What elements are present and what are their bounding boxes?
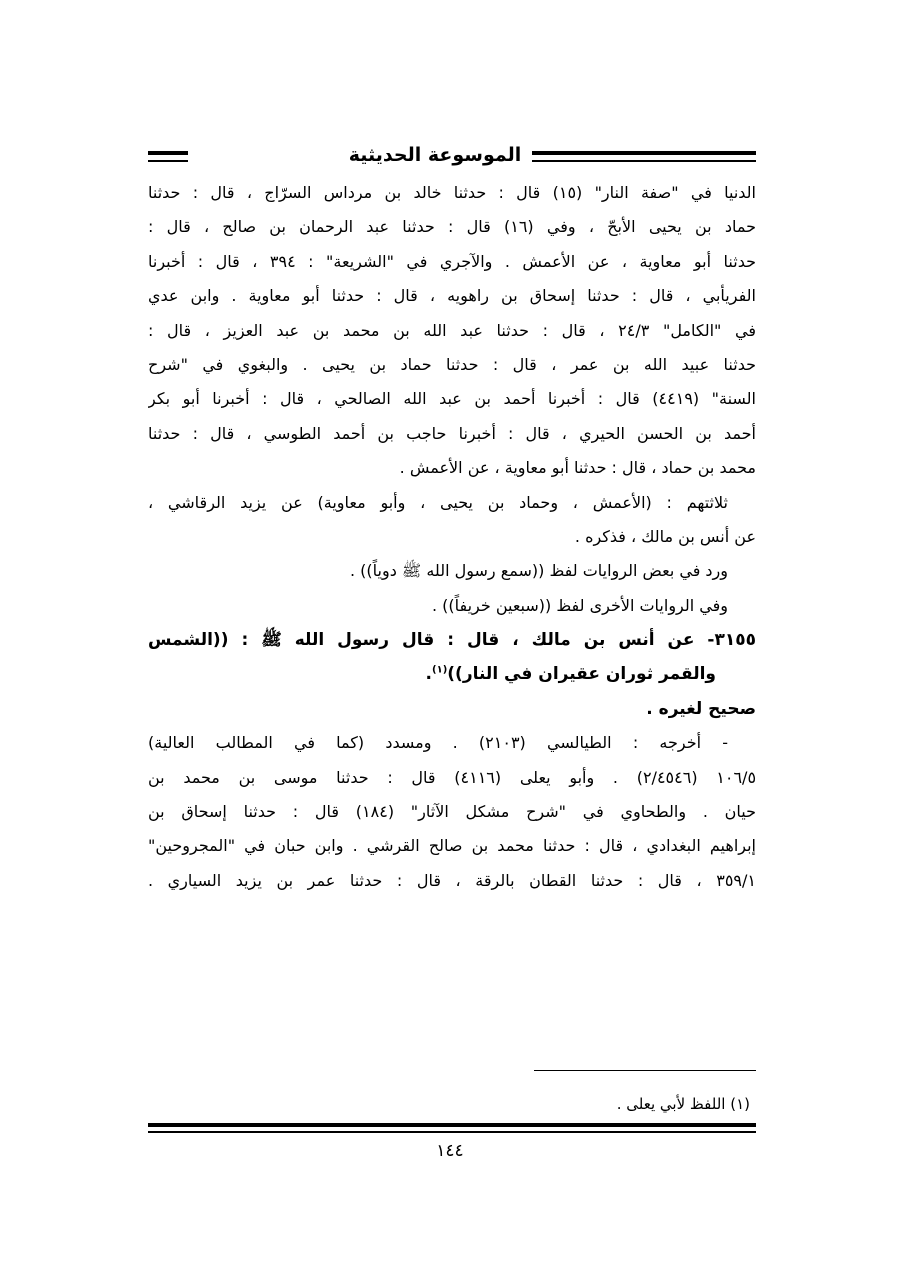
text-line: حماد بن يحيى الأبحّ ، وفي (١٦) قال : حدثنا عبد الرحمان بن صالح ، قال : <box>148 217 756 237</box>
hadith-heading: ٣١٥٥- عن أنس بن مالك ، قال : قال رسول الله ﷺ : ((الشمس <box>148 630 756 651</box>
hadith-text: والقمر ثوران عقيران في النار)) <box>447 664 716 685</box>
text-line: عن أنس بن مالك ، فذكره . <box>574 526 756 546</box>
text-line: حدثنا عبيد الله بن عمر ، قال : حدثنا حماد بن يحيى . والبغوي في "شرح <box>148 354 756 374</box>
body-text <box>148 176 756 898</box>
text-line: حيان . والطحاوي في "شرح مشكل الآثار" (١٨٤) قال : حدثنا إسحاق بن <box>148 802 756 822</box>
footnote-separator <box>534 1070 756 1071</box>
page-header <box>148 140 756 174</box>
header-rule-right <box>532 151 756 162</box>
text-line: في "الكامل" ٢٤/٣ ، قال : حدثنا عبد الله بن محمد بن عبد العزيز ، قال : <box>148 320 756 340</box>
text-line: ١٠٦/٥ (٢/٤٥٤٦) . وأبو يعلى (٤١١٦) قال : حدثنا موسى بن محمد بن <box>148 767 756 787</box>
header-rule-left <box>148 151 188 162</box>
text-line: إبراهيم البغدادي ، قال : حدثنا محمد بن صالح القرشي . وابن حبان في "المجروحين" <box>148 836 756 856</box>
text-line: وفي الروايات الأخرى لفظ ((سبعين خريفاً)) . <box>431 595 728 615</box>
hadith-heading-cont <box>148 657 756 691</box>
footnote: (١) اللفظ لأبي يعلى . <box>616 1095 750 1113</box>
text-line: أحمد بن الحسن الحيري ، قال : أخبرنا حاجب بن أحمد الطوسي ، قال : حدثنا <box>148 423 756 443</box>
header-title: الموسوعة الحديثية <box>348 144 522 166</box>
text-line: ثلاثتهم : (الأعمش ، وحماد بن يحيى ، وأبو معاوية) عن يزيد الرقاشي ، <box>148 492 728 512</box>
hadith-end-mark: . <box>425 664 433 685</box>
text-line: السنة" (٤٤١٩) قال : أخبرنا أحمد بن عبد الله الصالحي ، قال : أخبرنا أبو بكر <box>148 389 756 409</box>
text-line: محمد بن حماد ، قال : حدثنا أبو معاوية ، عن الأعمش . <box>399 458 756 478</box>
text-line: ٣٥٩/١ ، قال : حدثنا القطان بالرقة ، قال : حدثنا عمر بن يزيد السياري . <box>148 870 756 890</box>
text-line: الدنيا في "صفة النار" (١٥) قال : حدثنا خالد بن مرداس السرّاج ، قال : حدثنا <box>148 183 756 202</box>
footer-rule <box>148 1123 756 1133</box>
grading: صحيح لغيره . <box>646 698 756 719</box>
text-line: حدثنا أبو معاوية ، عن الأعمش . والآجري في "الشريعة" : ٣٩٤ ، قال : أخبرنا <box>148 251 756 271</box>
text-line: ورد في بعض الروايات لفظ ((سمع رسول الله ﷺ دوياً)) . <box>349 561 728 581</box>
text-line: - أخرجه : الطيالسي (٢١٠٣) . ومسدد (كما في المطالب العالية) <box>148 733 729 753</box>
footnote-ref: (١) <box>432 664 448 676</box>
text-line: الفريأبي ، قال : حدثنا إسحاق بن راهويه ، قال : حدثنا أبو معاوية . وابن عدي <box>148 286 756 306</box>
page-number: ١٤٤ <box>436 1141 464 1161</box>
